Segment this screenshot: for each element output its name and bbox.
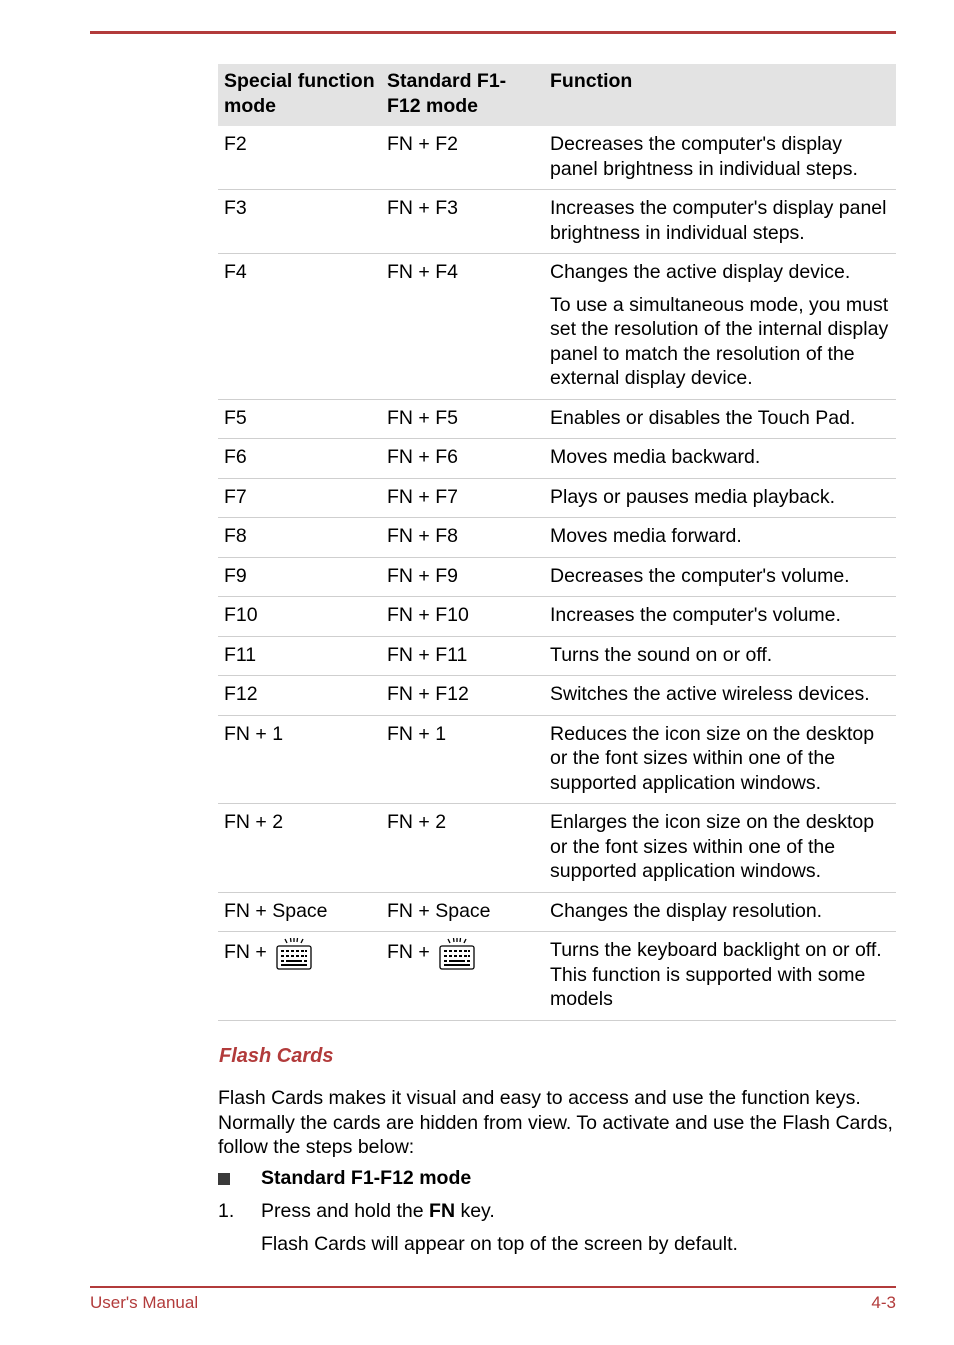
- function-text: Decreases the computer's display panel brightness in individual steps.: [550, 133, 858, 180]
- function-text: To use a simultaneous mode, you must set the resolution of the internal display panel to match the resolution of the external display device.: [550, 293, 889, 389]
- cell-text: FN +: [387, 941, 436, 963]
- cell-text: FN + 2: [224, 811, 284, 833]
- header-function: Function: [544, 64, 896, 126]
- cell-text: FN + F6: [387, 446, 458, 468]
- cell-standard-mode: [381, 804, 544, 893]
- cell-text: F11: [224, 643, 257, 666]
- cell-text: FN + F12: [387, 683, 469, 705]
- cell-standard-mode: [381, 439, 544, 479]
- cell-special-mode: [218, 478, 381, 518]
- cell-function: [544, 676, 896, 716]
- keyboard-backlight-icon: [276, 938, 312, 977]
- cell-text: FN + F3: [387, 197, 458, 219]
- function-text: Changes the display resolution.: [550, 899, 823, 922]
- top-rule: [90, 31, 896, 34]
- function-text: Moves media backward.: [550, 446, 761, 468]
- cell-text: FN + F10: [387, 604, 469, 626]
- cell-standard-mode: [381, 557, 544, 597]
- cell-text: FN + F7: [387, 485, 458, 508]
- cell-special-mode: [218, 190, 381, 254]
- function-text: Increases the computer's volume.: [550, 604, 841, 626]
- function-text: Reduces the icon size on the desktop or the font sizes within one of the supported application windows.: [550, 722, 875, 794]
- cell-special-mode: [218, 518, 381, 558]
- table-row: [218, 190, 896, 254]
- cell-text: FN + Space: [224, 899, 328, 922]
- table-row: [218, 932, 896, 1021]
- cell-standard-mode: [381, 518, 544, 558]
- cell-text: FN + F2: [387, 133, 458, 155]
- function-text: Switches the active wireless devices.: [550, 683, 870, 705]
- cell-text: FN + F9: [387, 564, 458, 587]
- step-note: Flash Cards will appear on top of the screen by default.: [261, 1233, 738, 1255]
- cell-standard-mode: [381, 478, 544, 518]
- cell-special-mode: [218, 597, 381, 637]
- table-row: [218, 804, 896, 893]
- cell-text: F5: [224, 406, 247, 429]
- table-row: [218, 478, 896, 518]
- cell-text: F2: [224, 133, 247, 155]
- cell-text: FN + 2: [387, 811, 447, 833]
- section-title: Flash Cards: [219, 1045, 334, 1067]
- cell-standard-mode: [381, 399, 544, 439]
- cell-text: FN + F4: [387, 261, 458, 283]
- table-row: [218, 557, 896, 597]
- cell-text: FN + F8: [387, 525, 458, 547]
- cell-function: [544, 557, 896, 597]
- function-text: Decreases the computer's volume.: [550, 564, 850, 587]
- cell-standard-mode: [381, 636, 544, 676]
- table-body: [218, 126, 896, 1020]
- bullet-square: [218, 1173, 230, 1185]
- table-row: [218, 439, 896, 479]
- cell-standard-mode: [381, 676, 544, 716]
- cell-special-mode: [218, 676, 381, 716]
- table-row: [218, 597, 896, 637]
- keyboard-backlight-icon: [439, 938, 475, 977]
- cell-function: [544, 478, 896, 518]
- cell-standard-mode: [381, 932, 544, 1021]
- cell-function: [544, 126, 896, 190]
- cell-special-mode: [218, 804, 381, 893]
- function-text: Turns the keyboard backlight on or off. This function is supported with some models: [550, 939, 882, 1010]
- cell-function: [544, 399, 896, 439]
- cell-text: FN + 1: [387, 722, 447, 745]
- cell-standard-mode: [381, 126, 544, 190]
- cell-standard-mode: [381, 715, 544, 804]
- cell-text: FN +: [224, 941, 273, 963]
- cell-function: [544, 892, 896, 932]
- bottom-rule: [90, 1286, 896, 1288]
- function-text: Enlarges the icon size on the desktop or the font sizes within one of the supported application windows.: [550, 811, 875, 882]
- step-key: FN: [429, 1200, 456, 1222]
- cell-text: F6: [224, 446, 247, 468]
- table-header-row: [218, 64, 896, 126]
- cell-text: F7: [224, 485, 247, 508]
- cell-function: [544, 932, 896, 1021]
- cell-function: [544, 715, 896, 804]
- function-text: Turns the sound on or off.: [550, 643, 773, 666]
- cell-standard-mode: [381, 597, 544, 637]
- function-keys-table: [218, 64, 896, 1021]
- cell-text: FN + F11: [387, 643, 468, 666]
- table-header: [218, 64, 896, 126]
- cell-special-mode: [218, 399, 381, 439]
- cell-function: [544, 636, 896, 676]
- table-row: [218, 126, 896, 190]
- cell-function: [544, 190, 896, 254]
- cell-text: F10: [224, 604, 258, 626]
- cell-text: FN + Space: [387, 899, 491, 922]
- cell-special-mode: [218, 892, 381, 932]
- step-text-after: key.: [455, 1200, 495, 1222]
- footer-manual-title: User's Manual: [90, 1293, 199, 1312]
- table-row: [218, 892, 896, 932]
- cell-function: [544, 254, 896, 400]
- step-number: 1.: [218, 1200, 235, 1222]
- cell-function: [544, 597, 896, 637]
- cell-standard-mode: [381, 190, 544, 254]
- cell-text: F8: [224, 525, 247, 547]
- table-row: [218, 715, 896, 804]
- cell-text: F12: [224, 683, 258, 705]
- step-text: [261, 1199, 495, 1224]
- cell-standard-mode: [381, 254, 544, 400]
- bullet-label: Standard F1-F12 mode: [261, 1167, 472, 1189]
- header-standard-mode: Standard F1-F12 mode: [381, 64, 544, 126]
- cell-standard-mode: [381, 892, 544, 932]
- table-row: [218, 254, 896, 400]
- cell-text: FN + F5: [387, 406, 458, 429]
- cell-special-mode: [218, 254, 381, 400]
- cell-text: F4: [224, 261, 247, 283]
- cell-function: [544, 518, 896, 558]
- cell-special-mode: [218, 636, 381, 676]
- cell-text: FN + 1: [224, 722, 284, 745]
- step-text-before: Press and hold the: [261, 1200, 430, 1222]
- function-text: Plays or pauses media playback.: [550, 485, 836, 508]
- footer-page-number: 4-3: [871, 1293, 896, 1312]
- cell-text: F9: [224, 564, 247, 587]
- table-row: [218, 636, 896, 676]
- function-text: Changes the active display device.: [550, 261, 851, 283]
- table-row: [218, 399, 896, 439]
- cell-function: [544, 439, 896, 479]
- cell-function: [544, 804, 896, 893]
- function-text: Moves media forward.: [550, 525, 742, 547]
- cell-special-mode: [218, 557, 381, 597]
- cell-special-mode: [218, 126, 381, 190]
- intro-paragraph: Flash Cards makes it visual and easy to access and use the function keys. Normally the cards are hidden from view. To activate and use the Flash Cards, follow the steps below:: [218, 1087, 893, 1158]
- header-special-mode: Special function mode: [218, 64, 381, 126]
- cell-special-mode: [218, 715, 381, 804]
- table-row: [218, 518, 896, 558]
- function-text: Increases the computer's display panel brightness in individual steps.: [550, 197, 887, 244]
- cell-text: F3: [224, 197, 247, 219]
- table-row: [218, 676, 896, 716]
- cell-special-mode: [218, 932, 381, 1021]
- cell-special-mode: [218, 439, 381, 479]
- function-text: Enables or disables the Touch Pad.: [550, 406, 856, 429]
